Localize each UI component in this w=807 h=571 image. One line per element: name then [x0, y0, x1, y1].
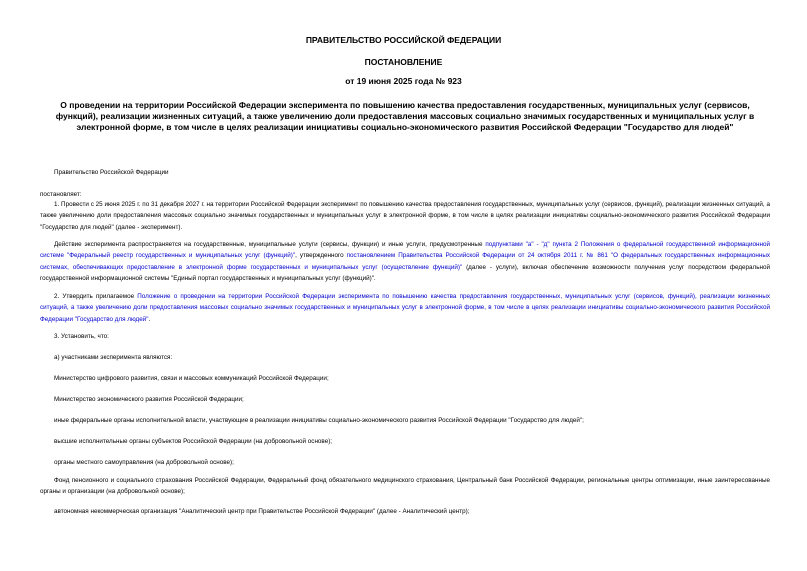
list-item: Министерство цифрового развития, связи и массовых коммуникаций Российской Федерации; [54, 375, 329, 382]
paragraph-4: 3. Установить, что: [54, 333, 109, 340]
paragraph-1: 1. Провести с 25 июня 2025 г. по 31 декабря 2027 г. на территории Российской Федерации эксперимент по повышению качества предоставления государственных, муниципальных услуг (сервисов, функций), реализации жизненных ситуаций, а также увеличению доли предоставления массовых социально значимых государственных и муниципальных услуг в электронной форме, в том числе в целях реализации инициативы социально-экономического развития Российской Федерации "Государство для людей" (далее - эксперимент). [40, 201, 770, 231]
paragraph-3-end: . [148, 315, 151, 323]
resolution-861-link[interactable]: постановлением Правительства Российской Федерации от 24 октября 2011 г. № 861 "О федеральных государственных информационных системах, обеспечивающих предоставление в электронной форме государственных и муниципальных услуг (осуществление функций)" [40, 252, 770, 271]
subpoints-link[interactable]: подпунктами "а" - "д" пункта 2 Положения о федеральной государственной информационной системе "Федеральный реестр государственных и муниципальных услуг (функций)" [40, 241, 770, 260]
date-number: от 19 июня 2025 года № 923 [345, 76, 462, 86]
intro-line: Правительство Российской Федерации [54, 169, 169, 176]
decree-line: постановляет: [40, 191, 82, 198]
list-item: высшие исполнительные органы субъектов Российской Федерации (на добровольной основе); [54, 438, 333, 445]
analytic-center-paragraph: автономная некоммерческая организация "Аналитический центр при Правительстве Российской Федерации" (далее - Аналитический центр); [54, 508, 470, 515]
funds-paragraph: Фонд пенсионного и социального страхования Российской Федерации, Федеральный фонд обязательного медицинского страхования, Центральный банк Российской Федерации, региональные центры оптимизации, иные заинтересованные органы и организации (на добровольной основе); [40, 477, 770, 496]
list-item: органы местного самоуправления (на добровольной основе); [54, 459, 234, 466]
government-heading: ПРАВИТЕЛЬСТВО РОССИЙСКОЙ ФЕДЕРАЦИИ [305, 35, 502, 45]
document-title: О проведении на территории Российской Федерации эксперимента по повышению качества предоставления государственных, муниципальных услуг (сервисов, функций), реализации жизненных ситуаций, а также увеличению доли предоставления массовых социально значимых государственных и муниципальных услуг в электронной форме, в том числе в целях реализации инициативы социально-экономического развития Российской Федерации "Государство для людей" [55, 100, 755, 132]
paragraph-4a: а) участниками эксперимента являются: [54, 354, 173, 361]
paragraph-3 [40, 291, 770, 325]
paragraph-2-start: Действие эксперимента распространяется на государственные, муниципальные услуги (сервисы, функции) и иные услуги, предусмотренные [54, 241, 486, 248]
paragraph-2 [40, 239, 770, 284]
list-item: Министерство экономического развития Российской Федерации; [54, 396, 244, 403]
paragraph-3-start: 2. Утвердить прилагаемое [54, 293, 138, 300]
regulation-link[interactable]: Положение о проведении на территории Российской Федерации эксперимента по повышению качества предоставления государственных, муниципальных услуг (сервисов, функций), реализации жизненных ситуаций, а также увеличению доли предоставления массовых социально значимых государственных и муниципальных услуг в электронной форме, в том числе в целях реализации инициативы социально-экономического развития Российской Федерации "Государство для людей" [40, 293, 770, 323]
paragraph-2-mid: , утвержденного [295, 252, 347, 260]
paragraph-2-end: (далее - услуги), включая обеспечение возможности получения услуг посредством федеральной государственной информационной системы "Единый портал государственных и муниципальных услуг (функций)". [40, 263, 770, 282]
document-type: ПОСТАНОВЛЕНИЕ [364, 57, 443, 67]
list-item: иные федеральные органы исполнительной власти, участвующие в реализации инициативы социально-экономического развития Российской Федерации "Государство для людей"; [54, 417, 584, 424]
